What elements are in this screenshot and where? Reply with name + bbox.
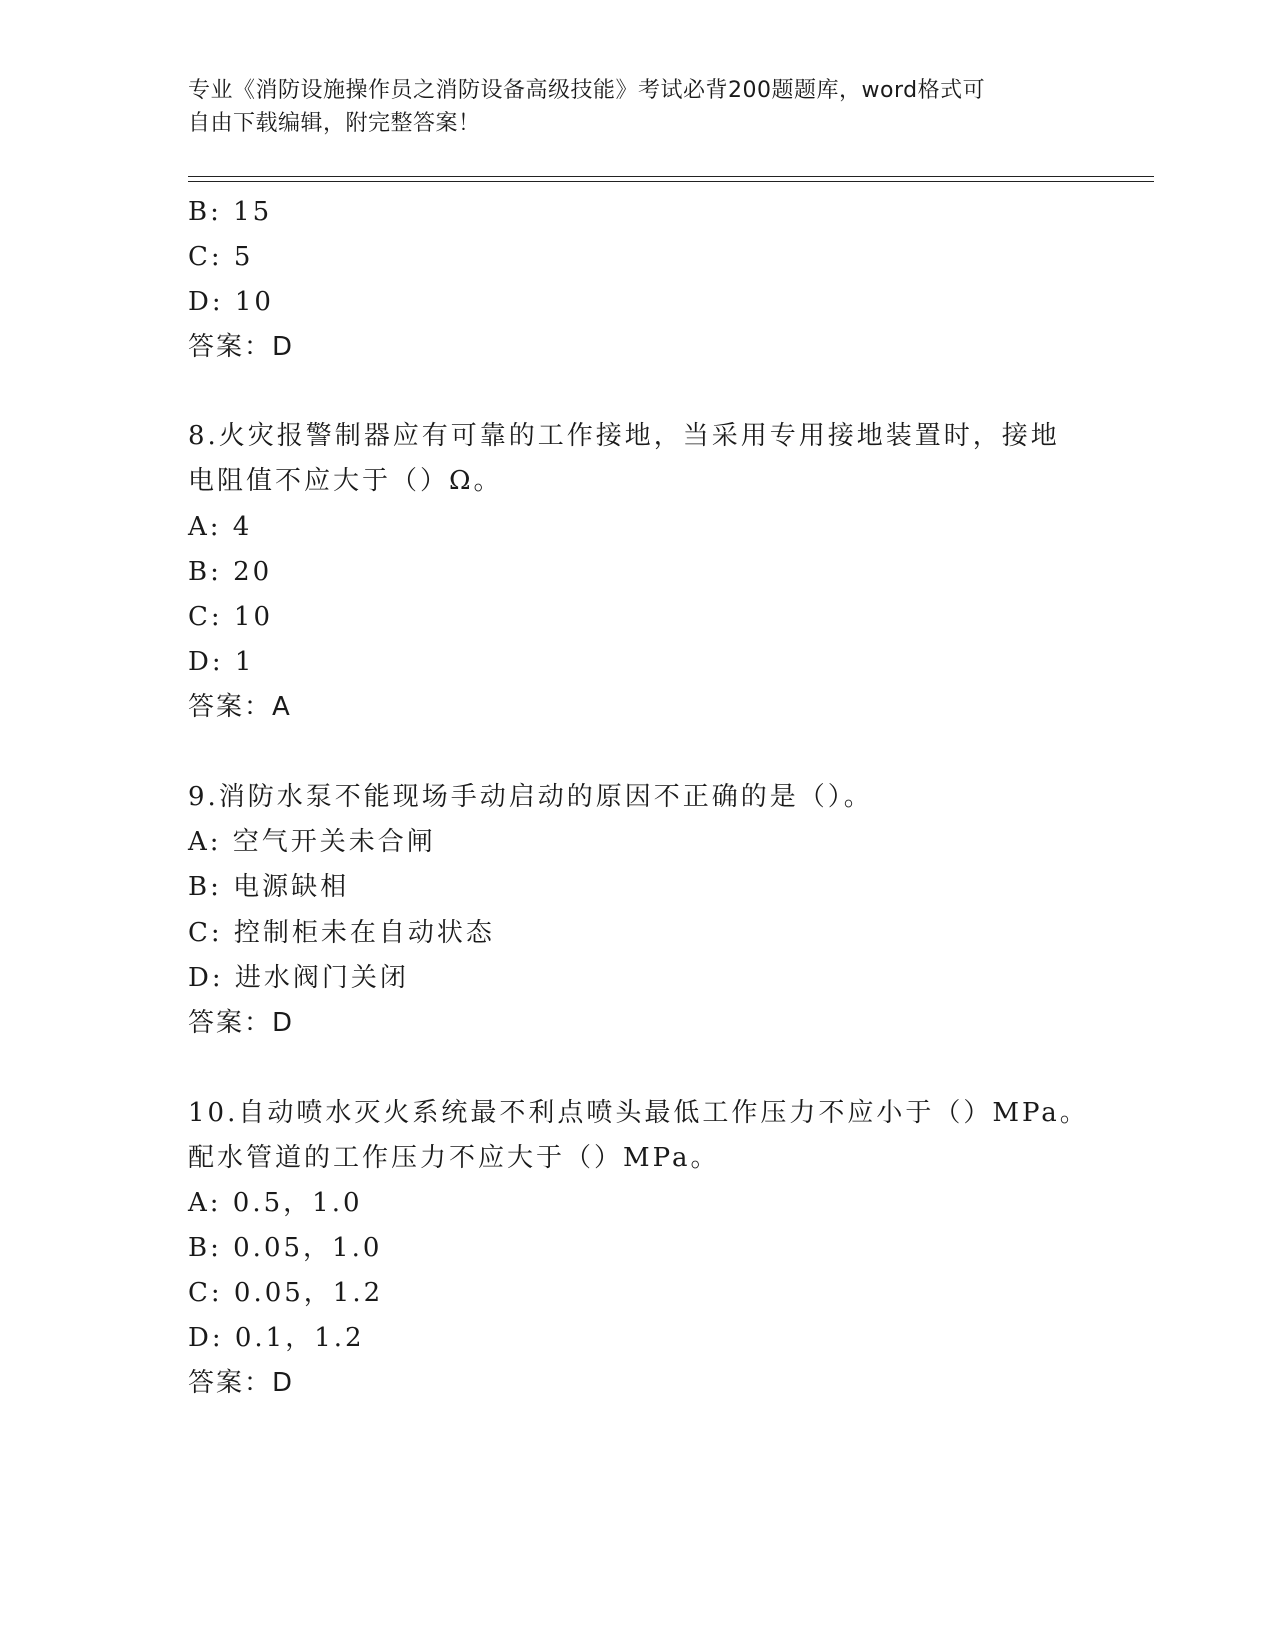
option-b: B: 20 (188, 557, 273, 587)
option-d: D: 进水阀门关闭 (188, 963, 409, 993)
option-d: D: 0.1，1.2 (188, 1323, 365, 1353)
option-a: A: 0.5，1.0 (188, 1188, 363, 1218)
option-c: C: 10 (188, 602, 274, 632)
answer: 答案：D (188, 332, 295, 362)
header-divider-top (188, 176, 1154, 177)
question-8-text: 8.火灾报警制器应有可靠的工作接地，当采用专用接地装置时，接地 (188, 421, 1060, 451)
option-a: A: 4 (188, 512, 253, 542)
option-d: D: 10 (188, 287, 274, 317)
question-10-text: 10.自动喷水灭火系统最不利点喷头最低工作压力不应小于（）MPa。 (188, 1098, 1089, 1128)
document-header (188, 74, 1068, 140)
answer: 答案：D (188, 1008, 295, 1038)
header-divider-bottom (188, 181, 1154, 182)
option-b: B: 0.05，1.0 (188, 1233, 383, 1263)
option-b: B: 电源缺相 (188, 872, 350, 902)
header-line-1: 专业《消防设施操作员之消防设备高级技能》考试必背200题题库，word格式可 (188, 78, 986, 103)
option-d: D: 1 (188, 647, 255, 677)
option-c: C: 5 (188, 242, 254, 272)
header-line-2: 自由下载编辑，附完整答案！ (188, 111, 481, 136)
answer: 答案：D (188, 1368, 295, 1398)
option-c: C: 控制柜未在自动状态 (188, 918, 495, 948)
question-8-text-cont: 电阻值不应大于（）Ω。 (188, 466, 503, 496)
question-9-text: 9.消防水泵不能现场手动启动的原因不正确的是（）。 (188, 782, 873, 812)
question-10-text-cont: 配水管道的工作压力不应大于（）MPa。 (188, 1143, 720, 1173)
option-b: B: 15 (188, 197, 273, 227)
option-c: C: 0.05，1.2 (188, 1278, 384, 1308)
answer: 答案：A (188, 692, 292, 722)
option-a: A: 空气开关未合闸 (188, 827, 436, 857)
